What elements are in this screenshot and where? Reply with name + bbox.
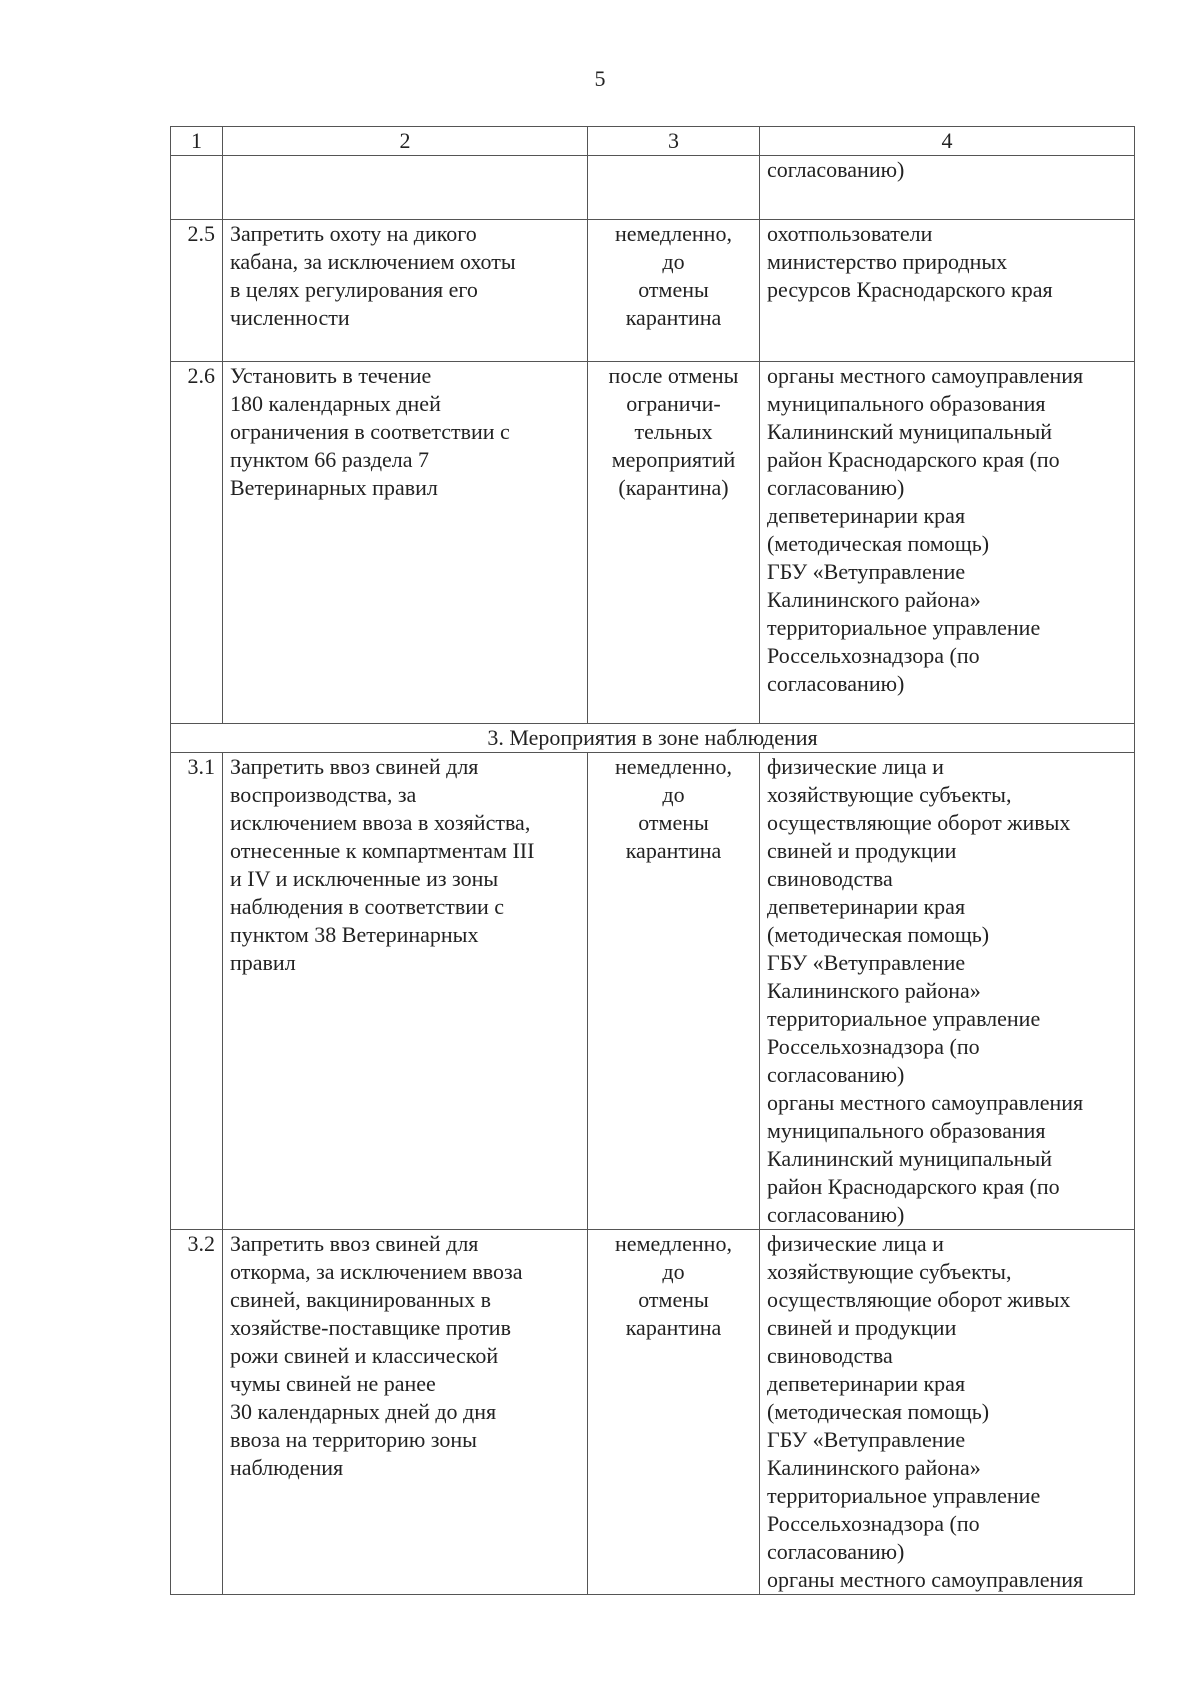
row-responsible — [760, 1230, 1135, 1595]
responsible-line: органы местного самоуправления — [767, 1567, 1084, 1592]
timing-line: мероприятий — [611, 447, 736, 472]
row-number: 3.2 — [171, 1230, 223, 1595]
measure-line: Ветеринарных правил — [230, 475, 438, 500]
measure-line: пунктом 66 раздела 7 — [230, 447, 430, 472]
timing-line: немедленно, — [615, 1231, 732, 1256]
row-measure — [223, 1230, 588, 1595]
measure-line: воспроизводства, за — [230, 782, 417, 807]
row-responsible — [760, 220, 1135, 362]
measure-line: и IV и исключенные из зоны — [230, 866, 499, 891]
column-header-2: 2 — [223, 127, 588, 156]
responsible-line: согласованию) — [767, 475, 905, 500]
timing-line: ограничи- — [626, 391, 721, 416]
responsible-line: депветеринарии края — [767, 894, 966, 919]
responsible-line: согласованию) — [767, 157, 905, 182]
column-header-3: 3 — [588, 127, 760, 156]
column-header-4: 4 — [760, 127, 1135, 156]
responsible-line: территориальное управление — [767, 1483, 1041, 1508]
row-timing — [588, 220, 760, 362]
row-timing — [588, 362, 760, 724]
responsible-line: хозяйствующие субъекты, — [767, 782, 1012, 807]
responsible-line: органы местного самоуправления — [767, 1090, 1084, 1115]
responsible-line: ГБУ «Ветуправление — [767, 1427, 966, 1452]
row-measure — [223, 753, 588, 1230]
responsible-line: согласованию) — [767, 671, 905, 696]
row-number: 3.1 — [171, 753, 223, 1230]
timing-line: немедленно, — [615, 221, 732, 246]
timing-line: карантина — [625, 838, 722, 863]
measure-line: свиней, вакцинированных в — [230, 1287, 491, 1312]
timing-line: отмены — [638, 277, 709, 302]
responsible-line: согласованию) — [767, 1062, 905, 1087]
measure-line: Установить в течение — [230, 363, 432, 388]
responsible-line: Калининского района» — [767, 1455, 981, 1480]
row-responsible — [760, 156, 1135, 220]
timing-line: тельных — [634, 419, 713, 444]
row-measure — [223, 156, 588, 220]
row-timing — [588, 1230, 760, 1595]
timing-line: до — [662, 1259, 685, 1284]
section-title: 3. Мероприятия в зоне наблюдения — [171, 724, 1135, 753]
row-responsible — [760, 753, 1135, 1230]
row-timing — [588, 753, 760, 1230]
responsible-line: физические лица и — [767, 754, 944, 779]
measure-line: 30 календарных дней до дня — [230, 1399, 497, 1424]
measure-line: 180 календарных дней — [230, 391, 441, 416]
measure-line: Запретить охоту на дикого — [230, 221, 477, 246]
timing-line: отмены — [638, 1287, 709, 1312]
responsible-line: согласованию) — [767, 1202, 905, 1227]
responsible-line: Калининский муниципальный — [767, 419, 1053, 444]
responsible-line: муниципального образования — [767, 391, 1046, 416]
table-row — [171, 753, 1135, 1230]
measure-line: исключением ввоза в хозяйства, — [230, 810, 531, 835]
measure-line: наблюдения — [230, 1455, 344, 1480]
responsible-line: министерство природных — [767, 249, 1008, 274]
table-row — [171, 1230, 1135, 1595]
responsible-line: Россельхознадзора (по — [767, 1511, 980, 1536]
measure-line: в целях регулирования его — [230, 277, 478, 302]
measure-line: хозяйстве-поставщике против — [230, 1315, 511, 1340]
row-responsible — [760, 362, 1135, 724]
responsible-line: Россельхознадзора (по — [767, 643, 980, 668]
measure-line: пунктом 38 Ветеринарных — [230, 922, 479, 947]
row-timing — [588, 156, 760, 220]
timing-line: отмены — [638, 810, 709, 835]
measure-line: Запретить ввоз свиней для — [230, 754, 479, 779]
responsible-line: (методическая помощь) — [767, 531, 990, 556]
measure-line: кабана, за исключением охоты — [230, 249, 516, 274]
measure-line: ограничения в соответствии с — [230, 419, 510, 444]
responsible-line: ГБУ «Ветуправление — [767, 559, 966, 584]
table-row — [171, 220, 1135, 362]
responsible-line: свиней и продукции — [767, 838, 957, 863]
timing-line: карантина — [625, 1315, 722, 1340]
responsible-line: Россельхознадзора (по — [767, 1034, 980, 1059]
measure-line: откорма, за исключением ввоза — [230, 1259, 523, 1284]
page-number: 5 — [594, 66, 606, 91]
responsible-line: свиноводства — [767, 1343, 893, 1368]
row-number: 2.6 — [171, 362, 223, 724]
responsible-line: Калининского района» — [767, 978, 981, 1003]
measure-line: наблюдения в соответствии с — [230, 894, 505, 919]
row-measure — [223, 220, 588, 362]
measures-table — [170, 126, 1135, 1595]
timing-line: немедленно, — [615, 754, 732, 779]
row-number — [171, 156, 223, 220]
responsible-line: депветеринарии края — [767, 1371, 966, 1396]
measure-line: Запретить ввоз свиней для — [230, 1231, 479, 1256]
responsible-line: физические лица и — [767, 1231, 944, 1256]
timing-line: до — [662, 249, 685, 274]
responsible-line: свиноводства — [767, 866, 893, 891]
responsible-line: хозяйствующие субъекты, — [767, 1259, 1012, 1284]
responsible-line: (методическая помощь) — [767, 922, 990, 947]
responsible-line: осуществляющие оборот живых — [767, 810, 1071, 835]
timing-line: (карантина) — [618, 475, 729, 500]
responsible-line: (методическая помощь) — [767, 1399, 990, 1424]
measure-line: рожи свиней и классической — [230, 1343, 499, 1368]
responsible-line: район Краснодарского края (по — [767, 1174, 1060, 1199]
table-header-row — [171, 127, 1135, 156]
responsible-line: согласованию) — [767, 1539, 905, 1564]
responsible-line: Калининский муниципальный — [767, 1146, 1053, 1171]
responsible-line: муниципального образования — [767, 1118, 1046, 1143]
measure-line: численности — [230, 305, 350, 330]
measure-line: чумы свиней не ранее — [230, 1371, 436, 1396]
row-number: 2.5 — [171, 220, 223, 362]
timing-line: после отмены — [608, 363, 739, 388]
responsible-line: район Краснодарского края (по — [767, 447, 1060, 472]
responsible-line: охотпользователи — [767, 221, 933, 246]
responsible-line: депветеринарии края — [767, 503, 966, 528]
section-heading-row — [171, 724, 1135, 753]
row-measure — [223, 362, 588, 724]
table-row — [171, 156, 1135, 220]
responsible-line: территориальное управление — [767, 1006, 1041, 1031]
responsible-line: ресурсов Краснодарского края — [767, 277, 1053, 302]
measure-line: ввоза на территорию зоны — [230, 1427, 477, 1452]
responsible-line: осуществляющие оборот живых — [767, 1287, 1071, 1312]
responsible-line: органы местного самоуправления — [767, 363, 1084, 388]
responsible-line: ГБУ «Ветуправление — [767, 950, 966, 975]
measure-line: отнесенные к компартментам III — [230, 838, 535, 863]
measure-line: правил — [230, 950, 296, 975]
timing-line: карантина — [625, 305, 722, 330]
column-header-1: 1 — [171, 127, 223, 156]
responsible-line: свиней и продукции — [767, 1315, 957, 1340]
table-row — [171, 362, 1135, 724]
responsible-line: Калининского района» — [767, 587, 981, 612]
responsible-line: территориальное управление — [767, 615, 1041, 640]
timing-line: до — [662, 782, 685, 807]
